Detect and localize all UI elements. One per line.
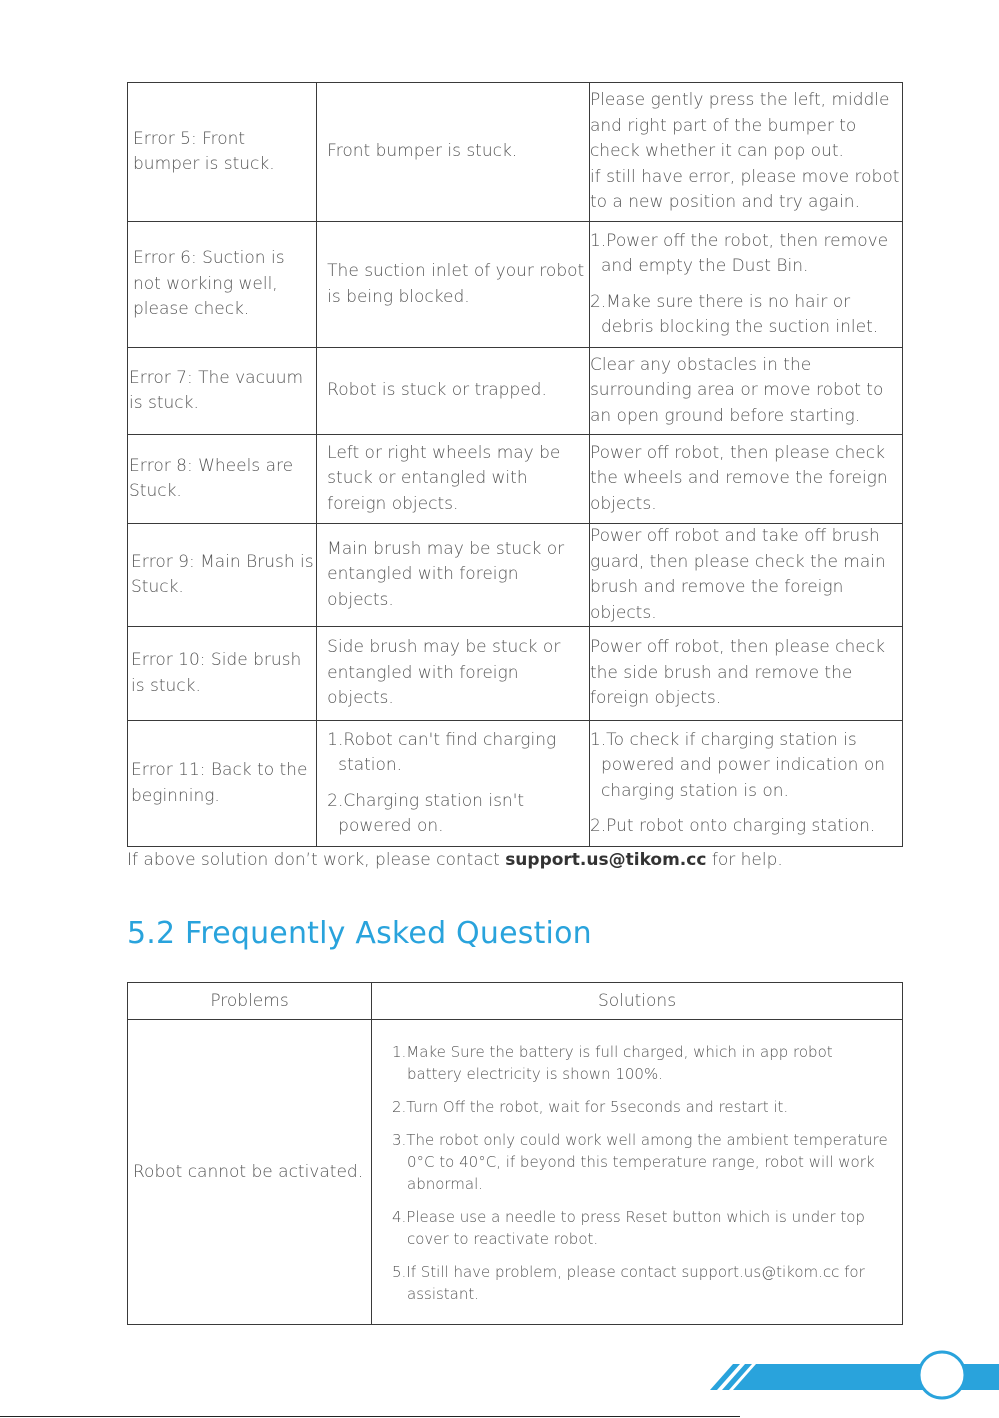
contact-note — [127, 850, 783, 870]
table-row — [128, 627, 903, 721]
faq-header-row — [128, 983, 903, 1020]
solution-step: 1.To check if charging station is powered and power indication on charging station is on. — [589, 729, 886, 801]
error-cause-cell — [317, 721, 590, 847]
header-problems: Problems — [128, 983, 372, 1020]
list-item: 2.Turn Off the robot, wait for 5seconds and restart it. — [392, 1098, 789, 1116]
page-corner-decoration — [700, 1342, 999, 1418]
faq-solution-cell — [372, 1020, 903, 1325]
support-email-link[interactable]: support.us@tikom.cc — [505, 850, 707, 870]
table-row — [128, 83, 903, 222]
error-solution-cell — [589, 83, 902, 222]
footer-rule — [0, 1416, 740, 1417]
contact-suffix: for help. — [706, 850, 783, 870]
table-row — [128, 721, 903, 847]
page-number-circle-icon — [919, 1352, 965, 1398]
error-cause-cell: Left or right wheels may be stuck or entangled with foreign objects. — [317, 435, 590, 524]
faq-table — [127, 982, 903, 1325]
error-table — [127, 82, 903, 847]
error-cause-cell: Robot is stuck or trapped. — [317, 348, 590, 435]
section-title: 5.2 Frequently Asked Question — [127, 916, 592, 951]
error-name-cell: Error 8: Wheels are Stuck. — [128, 435, 317, 524]
error-solution-cell — [589, 721, 902, 847]
solution-text: if still have error, please move robot to a new position and try again. — [589, 166, 900, 213]
table-row — [128, 435, 903, 524]
list-item: 5.If Still have problem, please contact support.us@tikom.cc for assistant. — [392, 1263, 865, 1303]
table-row — [128, 348, 903, 435]
error-solution-cell — [589, 222, 902, 348]
error-cause-cell: Side brush may be stuck or entangled with foreign objects. — [317, 627, 590, 721]
table-row — [128, 524, 903, 627]
faq-problem-cell: Robot cannot be activated. — [128, 1020, 372, 1325]
solution-list — [392, 1041, 888, 1305]
table-row — [128, 222, 903, 348]
contact-prefix: If above solution don’t work, please contact — [127, 850, 506, 870]
error-solution-cell: Power off robot, then please check the side brush and remove the foreign objects. — [589, 627, 902, 721]
cause-step: 1.Robot can't find charging station. — [327, 729, 557, 775]
solution-step: 1.Power off the robot, then remove and empty the Dust Bin. — [589, 230, 889, 276]
header-solutions: Solutions — [372, 983, 903, 1020]
solution-text: Please gently press the left, middle and right part of the bumper to check whether it can pop out. — [589, 90, 890, 162]
error-name-cell: Error 10: Side brush is stuck. — [128, 627, 317, 721]
error-cause-cell: Front bumper is stuck. — [317, 83, 590, 222]
error-cause-cell: The suction inlet of your robot is being blocked. — [317, 222, 590, 348]
error-solution-cell: Power off robot, then please check the wheels and remove the foreign objects. — [589, 435, 902, 524]
list-item: 1.Make Sure the battery is full charged, which in app robot battery electricity is shown 100%. — [392, 1043, 833, 1083]
solution-step: 2.Make sure there is no hair or debris blocking the suction inlet. — [589, 291, 879, 337]
solution-step: 2.Put robot onto charging station. — [589, 816, 876, 836]
error-cause-cell: Main brush may be stuck or entangled with foreign objects. — [317, 524, 590, 627]
error-name-cell: Error 9: Main Brush is Stuck. — [128, 524, 317, 627]
error-name-cell: Error 11: Back to the beginning. — [128, 721, 317, 847]
error-solution-cell: Power off robot and take off brush guard, then please check the main brush and remove the foreign objects. — [589, 524, 902, 627]
error-name-cell: Error 5: Front bumper is stuck. — [128, 83, 317, 222]
error-name-cell: Error 6: Suction is not working well, please check. — [128, 222, 317, 348]
error-solution-cell: Clear any obstacles in the surrounding area or move robot to an open ground before starting. — [589, 348, 902, 435]
list-item: 3.The robot only could work well among the ambient temperature 0°C to 40°C, if beyond this temperature range, robot will work abnormal. — [392, 1131, 888, 1193]
error-name-cell: Error 7: The vacuum is stuck. — [128, 348, 317, 435]
cause-step: 2.Charging station isn't powered on. — [327, 790, 525, 836]
list-item: 4.Please use a needle to press Reset button which is under top cover to reactivate robot. — [392, 1208, 865, 1248]
table-row — [128, 1020, 903, 1325]
